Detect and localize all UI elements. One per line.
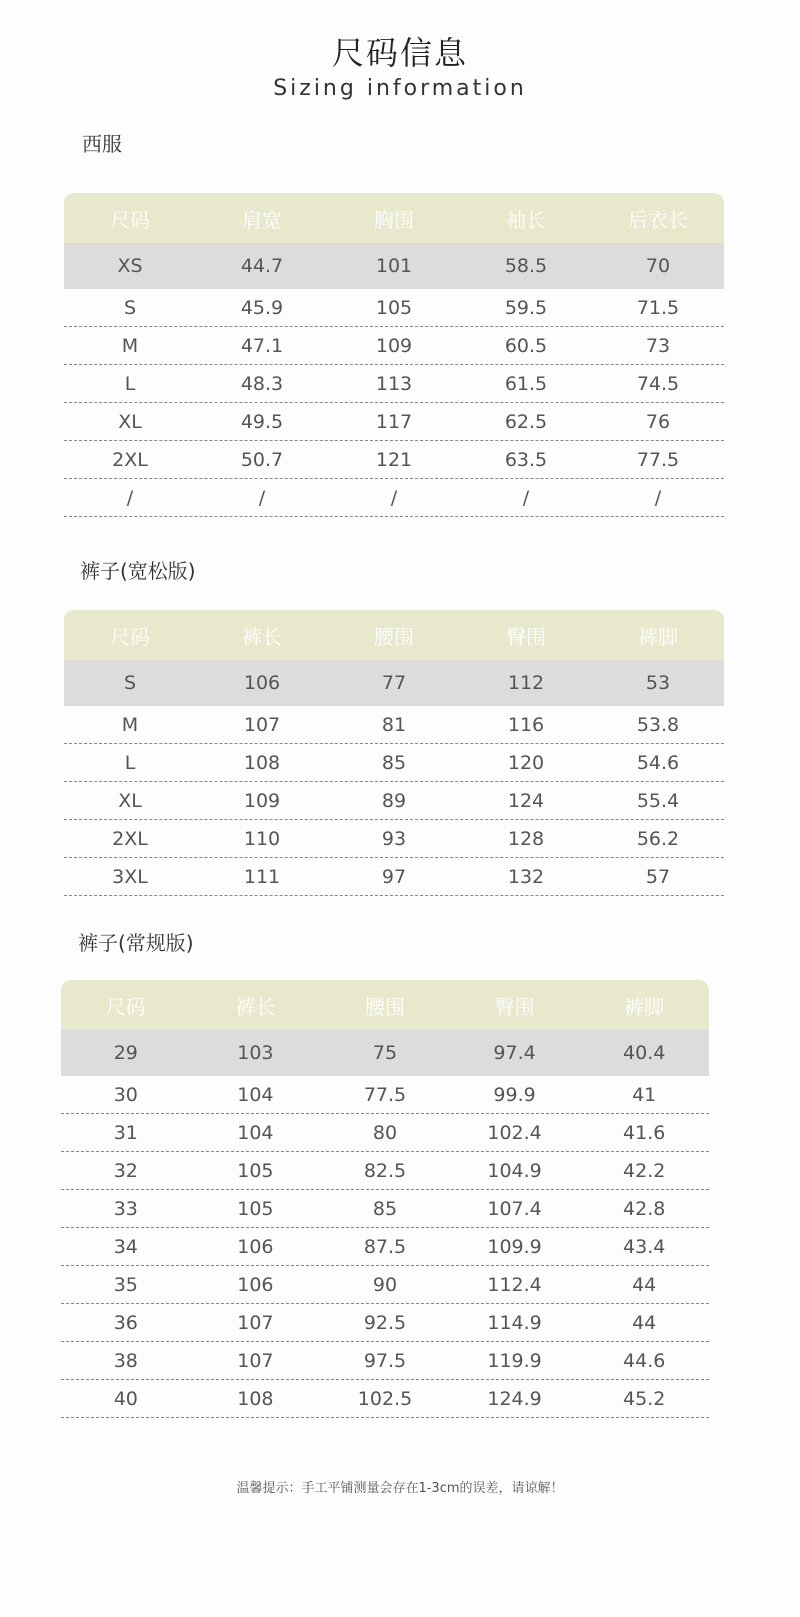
table-cell: 132 <box>507 865 545 888</box>
table-row <box>61 1152 709 1190</box>
table-cell: 59.5 <box>504 296 548 319</box>
table-cell: 75 <box>372 1042 398 1064</box>
table-cell: 104 <box>237 1083 274 1106</box>
table-cell: 45.2 <box>623 1387 666 1410</box>
table-cell: 106 <box>237 1235 274 1258</box>
table-row <box>61 1114 709 1152</box>
table-cell: 101 <box>375 255 413 277</box>
table-cell: 92.5 <box>363 1311 407 1334</box>
table-cell: 89 <box>381 789 407 812</box>
header-cell: 肩宽 <box>242 207 282 232</box>
table-cell: 30 <box>113 1083 138 1106</box>
table-cell: 107 <box>237 1311 274 1334</box>
table-row <box>61 1190 709 1228</box>
header-cell: 裤长 <box>235 994 276 1019</box>
table-cell: 112.4 <box>487 1273 542 1296</box>
table-cell: M <box>121 713 139 736</box>
table-cell: 97 <box>381 865 407 888</box>
table-cell: 44.6 <box>623 1349 666 1372</box>
table-cell: 119.9 <box>487 1349 542 1372</box>
table-header <box>64 610 724 660</box>
table-row <box>64 403 724 441</box>
table-cell: 60.5 <box>504 334 548 357</box>
table-cell: 107 <box>243 713 281 736</box>
table-cell: 82.5 <box>363 1159 407 1182</box>
table-cell: 3XL <box>112 865 148 888</box>
table-cell: 44 <box>632 1273 657 1296</box>
table-row <box>64 365 724 403</box>
table-cell: 53.8 <box>636 713 680 736</box>
table-cell: S <box>123 296 137 319</box>
table-cell: 47.1 <box>240 334 284 357</box>
table-cell: 2XL <box>112 448 148 471</box>
table-cell: 108 <box>243 751 281 774</box>
table-cell: 74.5 <box>636 372 680 395</box>
table-cell: 77.5 <box>636 448 680 471</box>
table-cell: 45.9 <box>240 296 284 319</box>
table-row <box>64 706 724 744</box>
table-cell: 49.5 <box>240 410 284 433</box>
header-cell: 腰围 <box>364 994 405 1019</box>
table-cell: 108 <box>237 1387 274 1410</box>
table-row <box>61 1266 709 1304</box>
table-header <box>64 193 724 243</box>
table-row <box>61 1030 709 1076</box>
table-cell: 105 <box>375 296 413 319</box>
table-cell: 120 <box>507 751 545 774</box>
table-cell: 114.9 <box>487 1311 542 1334</box>
table-cell: 87.5 <box>363 1235 407 1258</box>
table-row <box>61 1342 709 1380</box>
table-cell: 105 <box>237 1197 274 1220</box>
table-cell: 109.9 <box>487 1235 542 1258</box>
table-cell: 111 <box>243 865 281 888</box>
table-row <box>64 858 724 896</box>
table-cell: / <box>654 486 662 509</box>
table-header <box>61 980 709 1030</box>
table-cell: 29 <box>113 1042 138 1064</box>
table-cell: / <box>126 486 134 509</box>
table-cell: 58.5 <box>504 255 548 277</box>
table-cell: 102.5 <box>357 1387 413 1410</box>
table-cell: 128 <box>507 827 545 850</box>
table-cell: 102.4 <box>487 1121 542 1144</box>
table-cell: 35 <box>113 1273 138 1296</box>
table-cell: 61.5 <box>504 372 548 395</box>
measurement-note: 温馨提示：手工平铺测量会存在1-3cm的误差，请谅解！ <box>236 1481 564 1496</box>
table-row <box>64 744 724 782</box>
table-cell: 97.4 <box>493 1042 536 1064</box>
table-cell: 2XL <box>112 827 148 850</box>
table-cell: 109 <box>375 334 413 357</box>
table-cell: 63.5 <box>504 448 548 471</box>
table-cell: 73 <box>645 334 671 357</box>
table-cell: 90 <box>372 1273 398 1296</box>
table-row <box>64 820 724 858</box>
header-cell: 裤脚 <box>624 994 665 1019</box>
table-cell: XL <box>118 410 142 433</box>
table-row <box>61 1076 709 1114</box>
section-label-suit: 西服 <box>82 132 122 156</box>
table-cell: 112 <box>507 672 545 694</box>
table-cell: 32 <box>113 1159 138 1182</box>
table-cell: 54.6 <box>636 751 680 774</box>
table-row <box>61 1228 709 1266</box>
table-cell: 110 <box>243 827 281 850</box>
table-cell: 113 <box>375 372 413 395</box>
section-label-loose-pants: 裤子(宽松版) <box>80 559 196 583</box>
table-cell: 56.2 <box>636 827 680 850</box>
size-table-suit <box>64 193 724 517</box>
header-cell: 裤长 <box>242 624 282 649</box>
table-cell: 50.7 <box>240 448 284 471</box>
table-cell: M <box>121 334 139 357</box>
table-row <box>64 782 724 820</box>
table-row <box>64 243 724 289</box>
table-cell: 76 <box>645 410 671 433</box>
table-row <box>64 479 724 517</box>
table-cell: 42.2 <box>623 1159 666 1182</box>
table-cell: 44.7 <box>240 255 284 277</box>
table-cell: / <box>390 486 398 509</box>
table-cell: 124.9 <box>487 1387 542 1410</box>
table-cell: 99.9 <box>493 1083 536 1106</box>
size-table-loose-pants <box>64 610 724 896</box>
table-cell: 107.4 <box>487 1197 542 1220</box>
table-cell: 71.5 <box>636 296 680 319</box>
table-cell: XL <box>118 789 142 812</box>
table-cell: 77 <box>381 672 407 694</box>
table-cell: 44 <box>632 1311 657 1334</box>
table-cell: 103 <box>237 1042 274 1064</box>
table-cell: 41.6 <box>623 1121 666 1144</box>
page-title: 尺码信息 <box>331 34 468 72</box>
table-row <box>61 1304 709 1342</box>
table-cell: 81 <box>381 713 407 736</box>
table-cell: 38 <box>113 1349 138 1372</box>
header-cell: 臀围 <box>494 994 535 1019</box>
table-cell: 40 <box>113 1387 138 1410</box>
table-cell: 57 <box>645 865 671 888</box>
table-cell: 34 <box>113 1235 138 1258</box>
table-cell: 48.3 <box>240 372 284 395</box>
header-cell: 臀围 <box>506 624 546 649</box>
table-cell: 104 <box>237 1121 274 1144</box>
header-cell: 胸围 <box>374 207 414 232</box>
table-cell: / <box>522 486 530 509</box>
table-cell: 41 <box>632 1083 657 1106</box>
header-cell: 尺码 <box>110 207 150 232</box>
table-cell: L <box>124 751 136 774</box>
table-cell: S <box>123 672 137 694</box>
table-cell: 80 <box>372 1121 398 1144</box>
table-cell: / <box>258 486 266 509</box>
table-cell: 109 <box>243 789 281 812</box>
section-label-regular-pants: 裤子(常规版) <box>78 931 194 955</box>
table-cell: 117 <box>375 410 413 433</box>
table-cell: 33 <box>113 1197 138 1220</box>
table-cell: 53 <box>645 672 671 694</box>
header-cell: 尺码 <box>110 624 150 649</box>
table-cell: 93 <box>381 827 407 850</box>
table-cell: XS <box>117 255 143 277</box>
page-subtitle: Sizing information <box>273 76 527 101</box>
table-cell: 40.4 <box>623 1042 666 1064</box>
table-cell: 106 <box>237 1273 274 1296</box>
table-row <box>64 660 724 706</box>
size-table-regular-pants <box>61 980 709 1418</box>
table-cell: 55.4 <box>636 789 680 812</box>
table-cell: 85 <box>381 751 407 774</box>
table-cell: 124 <box>507 789 545 812</box>
table-cell: L <box>124 372 136 395</box>
table-cell: 107 <box>237 1349 274 1372</box>
header-cell: 裤脚 <box>638 624 678 649</box>
table-row <box>64 289 724 327</box>
header-cell: 后衣长 <box>628 207 688 232</box>
table-cell: 104.9 <box>487 1159 542 1182</box>
table-cell: 70 <box>645 255 671 277</box>
header-cell: 袖长 <box>506 207 546 232</box>
table-row <box>61 1380 709 1418</box>
table-cell: 85 <box>372 1197 398 1220</box>
table-cell: 31 <box>113 1121 138 1144</box>
table-cell: 77.5 <box>363 1083 407 1106</box>
table-cell: 116 <box>507 713 545 736</box>
table-cell: 42.8 <box>623 1197 666 1220</box>
table-cell: 105 <box>237 1159 274 1182</box>
table-row <box>64 441 724 479</box>
header-cell: 腰围 <box>374 624 414 649</box>
table-cell: 36 <box>113 1311 138 1334</box>
table-row <box>64 327 724 365</box>
header-cell: 尺码 <box>105 994 146 1019</box>
table-cell: 106 <box>243 672 281 694</box>
table-cell: 43.4 <box>623 1235 666 1258</box>
table-cell: 121 <box>375 448 413 471</box>
table-cell: 97.5 <box>363 1349 407 1372</box>
table-cell: 62.5 <box>504 410 548 433</box>
